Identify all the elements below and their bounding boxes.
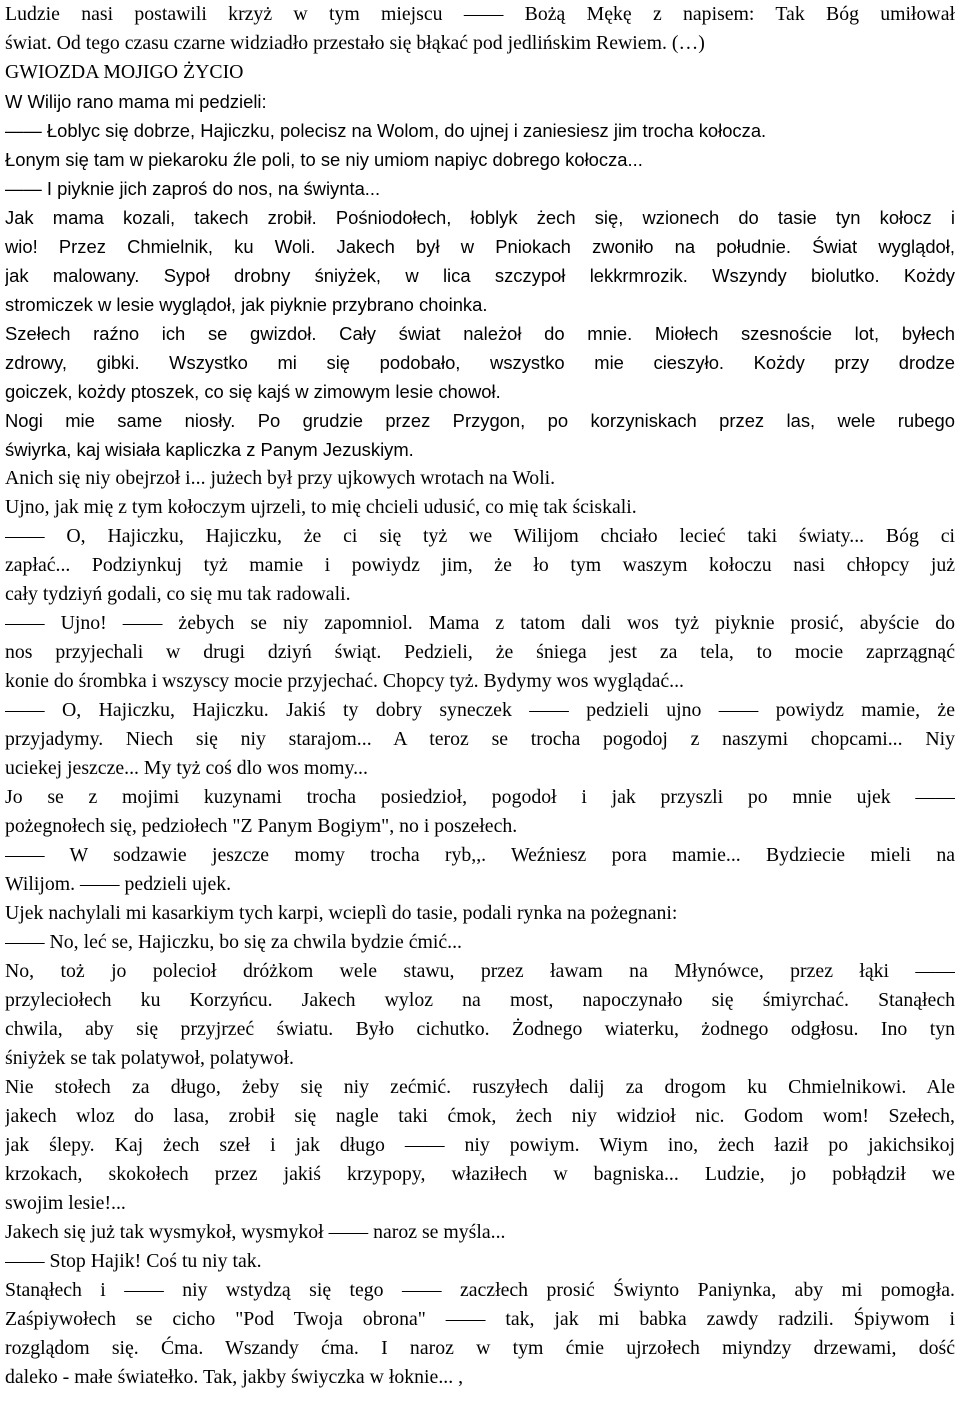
text-line: —— Łoblyc się dobrze, Hajiczku, polecisz na Wolom, do ujnej i zaniesiesz jim trocha kołocza. bbox=[5, 120, 767, 141]
text-line: śniyżek se tak polatywoł, polatywoł. bbox=[5, 1047, 294, 1069]
document-page bbox=[5, 0, 955, 1392]
section-heading: GWIOZDA MOJIGO ŻYCIO bbox=[5, 61, 244, 83]
text-line: Jakech się już tak wysmykoł, wysmykoł —— naroz se myśla... bbox=[5, 1221, 506, 1243]
text-line: konie do śrombka i wszyscy mocie przyjechać. Chopcy tyż. Bydymy wos wyglądać... bbox=[5, 670, 684, 692]
text-line: —— O, Hajiczku, Hajiczku. Jakiś ty dobry syneczek —— pedzieli ujno —— powiydz mamie, że bbox=[5, 699, 955, 721]
text-line: cały tydziyń godali, co się mu tak radowali. bbox=[5, 583, 351, 605]
text-line: Nie stołech za długo, żeby się niy zećmić. ruszyłech dalij za drogom ku Chmielnikowi. Ale bbox=[5, 1076, 955, 1098]
text-line: pożegnołech się, pedziołech "Z Panym Bogiym", no i poszełech. bbox=[5, 815, 518, 837]
text-line: Wilijom. —— pedzieli ujek. bbox=[5, 873, 232, 895]
text-line: Ujek nachylali mi kasarkiym tych karpi, wcieplì do tasie, podali rynka na pożegnani: bbox=[5, 902, 678, 924]
text-line: —— Ujno! —— żebych se niy zapomniol. Mama z tatom dali wos tyż piyknie prosić, abyście do bbox=[5, 612, 955, 634]
text-line: świyrka, kaj wisiała kapliczka z Panym Jezuskiym. bbox=[5, 439, 414, 460]
text-line: Ludzie nasi postawili krzyż w tym miejscu —— Bożą Mękę z napisem: Tak Bóg umiłował bbox=[5, 3, 955, 25]
text-line: —— W sodzawie jeszcze momy trocha ryb,,. Weźniesz pora mamie... Bydziecie mieli na bbox=[5, 844, 955, 866]
text-line: jak ślepy. Kaj żech szeł i jak długo —— niy powiym. Wiym ino, żech łaził po jakichsikoj bbox=[5, 1134, 955, 1156]
text-line: —— O, Hajiczku, Hajiczku, że ci się tyż we Wilijom chciało lecieć taki światy... Bóg ci bbox=[5, 525, 955, 547]
text-line: jak malowany. Sypoł drobny śniyżek, w lica szczypoł lekkrmrozik. Wszyndy biolutko. Kożdy bbox=[5, 265, 955, 286]
text-line: stromiczek w lesie wyglądoł, jak piyknie przybrano choinka. bbox=[5, 294, 488, 315]
text-line: zdrowy, gibki. Wszystko mi się podobało, wszystko mie cieszyło. Kożdy przy drodze bbox=[5, 352, 955, 373]
text-line: świat. Od tego czasu czarne widziadło przestało się błąkać pod jedlińskim Rewiem. (…) bbox=[5, 32, 705, 54]
text-line: przyleciołech ku Korzyńcu. Jakech wyloz na most, napoczynało się śmiyrchać. Stanąłech bbox=[5, 989, 955, 1011]
text-line: zapłać... Podziynkuj tyż mamie i powiydz jim, że ło tym waszym kołoczu nasi chłopcy już bbox=[5, 554, 955, 576]
text-line: W Wilijo rano mama mi pedzieli: bbox=[5, 91, 267, 112]
text-line: Nogi mie same niosły. Po grudzie przez Przygon, po korzyniskach przez las, wele rubego bbox=[5, 410, 955, 431]
text-line: Jak mama kozali, takech zrobił. Pośniodołech, łoblyk żech się, wzionech do tasie tyn kołocz i bbox=[5, 207, 955, 228]
text-line: wio! Przez Chmielnik, ku Woli. Jakech był w Pniokach zwoniło na południe. Świat wyglądoł, bbox=[5, 236, 955, 257]
text-line: Szełech raźno ich se gwizdoł. Cały świat należoł do mnie. Miołech szesnoście lot, byłech bbox=[5, 323, 955, 344]
text-line: Ujno, jak mię z tym kołoczym ujrzeli, to mię chcieli udusić, co mię tak ściskali. bbox=[5, 496, 637, 518]
text-line: goiczek, kożdy ptoszek, co się kajś w zimowym lesie chowoł. bbox=[5, 381, 501, 402]
text-line: No, toż jo polecioł dróżkom wele stawu, przez ławam na Młynówce, przez łąki —— bbox=[5, 960, 955, 982]
text-line: Łonym się tam w piekaroku źle poli, to se niy umiom napiyc dobrego kołocza... bbox=[5, 149, 643, 170]
text-line: —— Stop Hajik! Coś tu niy tak. bbox=[5, 1250, 262, 1272]
text-line: Anich się niy obejrzoł i... jużech był przy ujkowych wrotach na Woli. bbox=[5, 467, 556, 489]
text-line: chwila, aby się przyjrzeć światu. Było cichutko. Żodnego wiaterku, żodnego odgłosu. Ino tyn bbox=[5, 1018, 955, 1040]
text-line: —— No, leć se, Hajiczku, bo się za chwila bydzie ćmić... bbox=[5, 931, 463, 953]
text-line: jakech wloz do lasa, zrobił się nagle taki ćmok, żech niy widzioł nic. Godom wom! Szełech, bbox=[5, 1105, 955, 1127]
text-line: daleko - małe światełko. Tak, jakby świyczka w łoknie... , bbox=[5, 1366, 464, 1388]
text-line: przyjadymy. Niech się niy starajom... A teroz se trocha pogodoj z naszymi chopcami... Niy bbox=[5, 728, 955, 750]
text-line: uciekej jeszcze... My tyż coś dlo wos momy... bbox=[5, 757, 368, 779]
text-line: Jo se z mojimi kuzynami trocha posiedzioł, pogodoł i jak przyszli po mnie ujek —— bbox=[5, 786, 955, 808]
text-line: krzokach, skokołech przez jakiś krzypopy, właziłech w bagniska... Ludzie, jo pobłądził we bbox=[5, 1163, 955, 1185]
text-line: —— I piyknie jich zaproś do nos, na świynta... bbox=[5, 178, 381, 199]
text-line: Stanąłech i —— niy wstydzą się tego —— zaczłech prosić Świynto Paniynka, aby mi pomogła. bbox=[5, 1279, 955, 1301]
text-line: rozglądom się. Ćma. Wszandy ćma. I naroz w tym ćmie ujrzołech miyndzy drzewami, dość bbox=[5, 1337, 955, 1359]
text-line: Zaśpiywołech se cicho "Pod Twoja obrona" —— tak, jak mi babka zawdy radzili. Śpiywom i bbox=[5, 1308, 955, 1330]
text-line: swojim lesie!... bbox=[5, 1192, 126, 1214]
text-line: nos przyjechali w drugi dziyń świąt. Pedzieli, że śniega jest za tela, to mocie zaprzągnąć bbox=[5, 641, 955, 663]
